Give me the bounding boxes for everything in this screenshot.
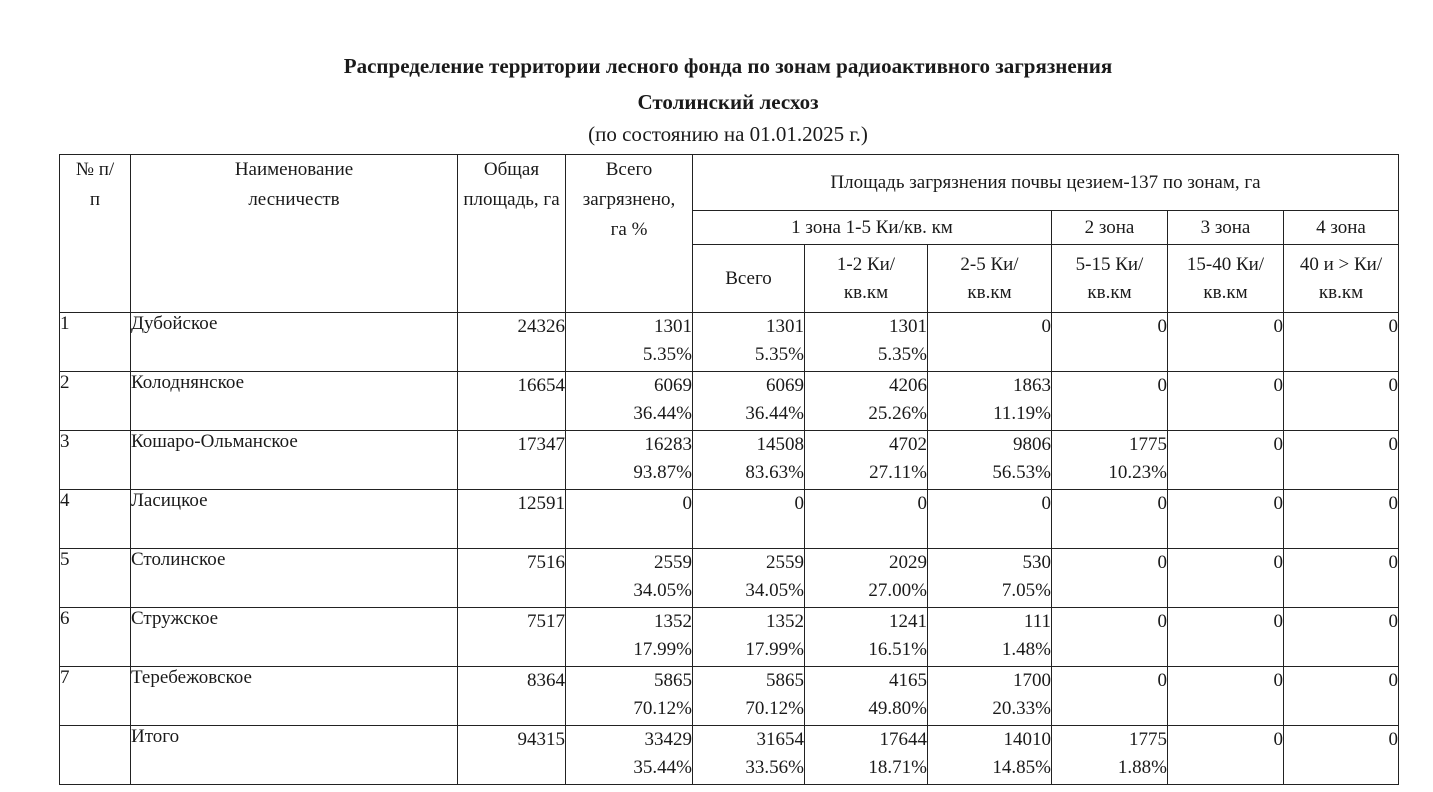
document-title: Распределение территории лесного фонда по зонам радиоактивного загрязнения (343, 54, 1113, 78)
zone1-1-2-cell (805, 608, 928, 667)
zone4-area: 0 (1388, 375, 1398, 396)
zone4-cell (1284, 667, 1399, 726)
zone3-percent (1168, 400, 1283, 428)
zone2-cell (1052, 726, 1168, 785)
zone2-percent (1052, 695, 1167, 723)
date-note: (по состоянию на 01.01.2025 г.) (588, 122, 868, 146)
total-contaminated-cell (566, 372, 693, 431)
total-area-value: 12591 (517, 493, 565, 514)
zone4-percent (1284, 400, 1398, 428)
total-contaminated-area: 2559 (654, 552, 692, 573)
total-contaminated-area: 16283 (644, 434, 692, 455)
zone4-cell (1284, 313, 1399, 372)
header-z2-range: 5-15 Ки/кв.км (1052, 245, 1168, 313)
total-contaminated-percent: 17.99% (633, 639, 692, 660)
zone3-area: 0 (1273, 552, 1283, 573)
zone4-cell (1284, 608, 1399, 667)
zone3-area: 0 (1273, 316, 1283, 337)
zone1-2-5-cell (928, 372, 1052, 431)
total-area-cell (458, 726, 566, 785)
total-contaminated-area: 0 (682, 493, 692, 514)
zone3-percent (1168, 636, 1283, 664)
zone3-cell (1168, 490, 1284, 549)
total-contaminated-percent: 93.87% (633, 462, 692, 483)
zone1-2-5-area: 14010 (1003, 729, 1051, 750)
header-z1-1-2: 1-2 Ки/кв.км (805, 245, 928, 313)
zone1-total-cell (693, 549, 805, 608)
total-area-cell (458, 313, 566, 372)
total-contaminated-percent: 35.44% (633, 757, 692, 778)
zone4-percent (1284, 459, 1398, 487)
row-number: 7 (60, 667, 131, 726)
zone2-percent (1052, 577, 1167, 605)
total-contaminated-cell (566, 608, 693, 667)
zone1-total-cell (693, 726, 805, 785)
zone2-cell (1052, 549, 1168, 608)
zone1-1-2-percent: 49.80% (868, 698, 927, 719)
zone4-area: 0 (1388, 552, 1398, 573)
zone4-area: 0 (1388, 493, 1398, 514)
total-area-value: 16654 (517, 375, 565, 396)
zone1-1-2-cell (805, 726, 928, 785)
zone1-1-2-area: 1241 (889, 611, 927, 632)
zone1-2-5-cell (928, 608, 1052, 667)
forestry-district-name: Теребежовское (131, 667, 458, 726)
zone3-area: 0 (1273, 729, 1283, 750)
zone1-total-percent: 70.12% (745, 698, 804, 719)
zone1-2-5-cell (928, 667, 1052, 726)
header-total-area: Общая площадь, га (458, 155, 566, 313)
total-area-cell (458, 549, 566, 608)
forestry-district-name: Колоднянское (131, 372, 458, 431)
zone1-1-2-area: 2029 (889, 552, 927, 573)
total-contaminated-area: 1301 (654, 316, 692, 337)
zone1-total-percent: 36.44% (745, 403, 804, 424)
header-name: Наименование лесничеств (131, 155, 458, 313)
zone1-total-cell (693, 431, 805, 490)
table-row (60, 372, 1399, 431)
row-number: 6 (60, 608, 131, 667)
zone2-area: 1775 (1129, 434, 1167, 455)
zone1-2-5-percent: 11.19% (993, 403, 1051, 424)
header-z4-range: 40 и > Ки/кв.км (1284, 245, 1399, 313)
zone1-2-5-percent: 7.05% (1001, 580, 1051, 601)
zone1-total-area: 31654 (756, 729, 804, 750)
zone2-area: 0 (1157, 611, 1167, 632)
zone1-total-area: 6069 (766, 375, 804, 396)
header-num: № п/п (60, 155, 131, 313)
zone1-1-2-area: 4165 (889, 670, 927, 691)
zone1-total-cell (693, 608, 805, 667)
table-row (60, 549, 1399, 608)
header-zone2: 2 зона (1052, 211, 1168, 245)
zone4-percent (1284, 695, 1398, 723)
zone1-2-5-area: 9806 (1013, 434, 1051, 455)
zone1-total-cell (693, 667, 805, 726)
contamination-table (59, 154, 1399, 785)
zone3-cell (1168, 313, 1284, 372)
zone4-percent (1284, 636, 1398, 664)
total-contaminated-cell (566, 431, 693, 490)
zone4-area: 0 (1388, 611, 1398, 632)
zone3-percent (1168, 754, 1283, 782)
zone1-total-area: 2559 (766, 552, 804, 573)
zone2-area: 1775 (1129, 729, 1167, 750)
zone1-total-area: 0 (794, 493, 804, 514)
zone1-total-percent: 5.35% (754, 344, 804, 365)
zone1-1-2-cell (805, 372, 928, 431)
forestry-district-name: Итого (131, 726, 458, 785)
zone1-1-2-area: 1301 (889, 316, 927, 337)
zone1-total-cell (693, 490, 805, 549)
zone1-2-5-percent (928, 518, 1051, 546)
zone1-2-5-cell (928, 549, 1052, 608)
total-contaminated-area: 1352 (654, 611, 692, 632)
row-number: 4 (60, 490, 131, 549)
zone3-area: 0 (1273, 375, 1283, 396)
zone1-2-5-cell (928, 490, 1052, 549)
zone3-cell (1168, 608, 1284, 667)
zone1-1-2-area: 0 (917, 493, 927, 514)
zone3-percent (1168, 518, 1283, 546)
zone3-percent (1168, 695, 1283, 723)
zone1-1-2-percent: 16.51% (868, 639, 927, 660)
zone1-1-2-cell (805, 490, 928, 549)
row-number: 5 (60, 549, 131, 608)
zone1-2-5-area: 1700 (1013, 670, 1051, 691)
zone1-total-cell (693, 313, 805, 372)
zone1-1-2-cell (805, 549, 928, 608)
zone1-2-5-percent (928, 341, 1051, 369)
zone1-total-percent: 33.56% (745, 757, 804, 778)
zone1-total-percent: 34.05% (745, 580, 804, 601)
zone4-percent (1284, 754, 1398, 782)
zone2-percent (1052, 400, 1167, 428)
header-zone4: 4 зона (1284, 211, 1399, 245)
total-contaminated-area: 33429 (644, 729, 692, 750)
header-zone1: 1 зона 1-5 Ки/кв. км (693, 211, 1052, 245)
zone3-cell (1168, 667, 1284, 726)
row-number: 3 (60, 431, 131, 490)
zone1-2-5-area: 111 (1023, 611, 1051, 632)
zone1-1-2-percent: 27.00% (868, 580, 927, 601)
zone3-area: 0 (1273, 434, 1283, 455)
total-contaminated-cell (566, 313, 693, 372)
zone4-cell (1284, 372, 1399, 431)
zone1-2-5-area: 1863 (1013, 375, 1051, 396)
forestry-district-name: Ласицкое (131, 490, 458, 549)
zone4-cell (1284, 490, 1399, 549)
zone2-percent (1052, 636, 1167, 664)
row-number: 1 (60, 313, 131, 372)
total-area-value: 7516 (527, 552, 565, 573)
zone4-cell (1284, 549, 1399, 608)
zone3-cell (1168, 372, 1284, 431)
forestry-name: Столинский лесхоз (637, 90, 819, 114)
header-z3-range: 15-40 Ки/кв.км (1168, 245, 1284, 313)
zone1-2-5-area: 0 (1041, 493, 1051, 514)
table-row (60, 608, 1399, 667)
total-contaminated-percent (566, 518, 692, 546)
zone1-1-2-percent: 18.71% (868, 757, 927, 778)
header-zone3: 3 зона (1168, 211, 1284, 245)
total-contaminated-percent: 36.44% (633, 403, 692, 424)
zone1-total-percent: 83.63% (745, 462, 804, 483)
total-area-cell (458, 667, 566, 726)
zone3-percent (1168, 341, 1283, 369)
zone2-cell (1052, 490, 1168, 549)
zone2-area: 0 (1157, 316, 1167, 337)
total-contaminated-percent: 70.12% (633, 698, 692, 719)
total-contaminated-percent: 5.35% (642, 344, 692, 365)
zone1-1-2-percent (805, 518, 927, 546)
table-row (60, 313, 1399, 372)
total-contaminated-percent: 34.05% (633, 580, 692, 601)
zone4-area: 0 (1388, 729, 1398, 750)
total-contaminated-area: 5865 (654, 670, 692, 691)
zone2-cell (1052, 667, 1168, 726)
zone1-1-2-percent: 25.26% (868, 403, 927, 424)
zone1-1-2-percent: 5.35% (877, 344, 927, 365)
zone3-area: 0 (1273, 670, 1283, 691)
zone2-percent (1052, 518, 1167, 546)
zone1-2-5-cell (928, 431, 1052, 490)
zone1-1-2-cell (805, 667, 928, 726)
zone2-cell (1052, 313, 1168, 372)
zone4-area: 0 (1388, 670, 1398, 691)
total-area-value: 8364 (527, 670, 565, 691)
zone3-cell (1168, 431, 1284, 490)
zone1-total-area: 5865 (766, 670, 804, 691)
table-row (60, 490, 1399, 549)
header-z1-total: Всего (693, 245, 805, 313)
zone1-2-5-cell (928, 726, 1052, 785)
zone4-percent (1284, 341, 1398, 369)
zone2-cell (1052, 372, 1168, 431)
header-total-contaminated: Всего загрязнено, га % (566, 155, 693, 313)
zone1-2-5-area: 530 (1022, 552, 1051, 573)
zone3-cell (1168, 549, 1284, 608)
table-row (60, 726, 1399, 785)
total-area-cell (458, 490, 566, 549)
zone2-area: 0 (1157, 375, 1167, 396)
forestry-district-name: Кошаро-Ольманское (131, 431, 458, 490)
zone3-percent (1168, 459, 1283, 487)
zone1-2-5-percent: 1.48% (1001, 639, 1051, 660)
total-area-cell (458, 608, 566, 667)
total-area-cell (458, 372, 566, 431)
zone3-percent (1168, 577, 1283, 605)
table-row (60, 667, 1399, 726)
forestry-district-name: Стружское (131, 608, 458, 667)
zone1-2-5-cell (928, 313, 1052, 372)
zone2-percent: 10.23% (1108, 462, 1167, 483)
total-area-value: 7517 (527, 611, 565, 632)
forestry-district-name: Столинское (131, 549, 458, 608)
zone3-area: 0 (1273, 611, 1283, 632)
zone3-cell (1168, 726, 1284, 785)
zone2-area: 0 (1157, 670, 1167, 691)
zone3-area: 0 (1273, 493, 1283, 514)
zone1-2-5-percent: 56.53% (992, 462, 1051, 483)
total-area-value: 17347 (517, 434, 565, 455)
row-number (60, 726, 131, 785)
total-area-value: 24326 (517, 316, 565, 337)
zone4-percent (1284, 518, 1398, 546)
zone4-cell (1284, 726, 1399, 785)
total-contaminated-area: 6069 (654, 375, 692, 396)
zone2-cell (1052, 431, 1168, 490)
zone1-total-percent: 17.99% (745, 639, 804, 660)
zone2-cell (1052, 608, 1168, 667)
total-contaminated-cell (566, 667, 693, 726)
zone1-total-area: 1301 (766, 316, 804, 337)
total-area-value: 94315 (517, 729, 565, 750)
total-contaminated-cell (566, 549, 693, 608)
header-z1-2-5: 2-5 Ки/кв.км (928, 245, 1052, 313)
table-row (60, 431, 1399, 490)
zone1-1-2-area: 17644 (879, 729, 927, 750)
zone4-percent (1284, 577, 1398, 605)
zone1-1-2-percent: 27.11% (869, 462, 927, 483)
zone1-total-area: 14508 (756, 434, 804, 455)
zone1-2-5-percent: 14.85% (992, 757, 1051, 778)
zone2-area: 0 (1157, 552, 1167, 573)
zone1-1-2-cell (805, 313, 928, 372)
zone1-total-area: 1352 (766, 611, 804, 632)
row-number: 2 (60, 372, 131, 431)
zone1-1-2-area: 4702 (889, 434, 927, 455)
zone1-1-2-cell (805, 431, 928, 490)
zone4-area: 0 (1388, 434, 1398, 455)
zone1-total-cell (693, 372, 805, 431)
zone4-area: 0 (1388, 316, 1398, 337)
zone1-2-5-area: 0 (1041, 316, 1051, 337)
zone2-percent: 1.88% (1117, 757, 1167, 778)
zone1-2-5-percent: 20.33% (992, 698, 1051, 719)
header-soil-area: Площадь загрязнения почвы цезием-137 по зонам, га (693, 155, 1399, 211)
total-contaminated-cell (566, 726, 693, 785)
total-contaminated-cell (566, 490, 693, 549)
zone2-percent (1052, 341, 1167, 369)
total-area-cell (458, 431, 566, 490)
zone4-cell (1284, 431, 1399, 490)
zone1-1-2-area: 4206 (889, 375, 927, 396)
zone1-total-percent (693, 518, 804, 546)
zone2-area: 0 (1157, 493, 1167, 514)
forestry-district-name: Дубойское (131, 313, 458, 372)
